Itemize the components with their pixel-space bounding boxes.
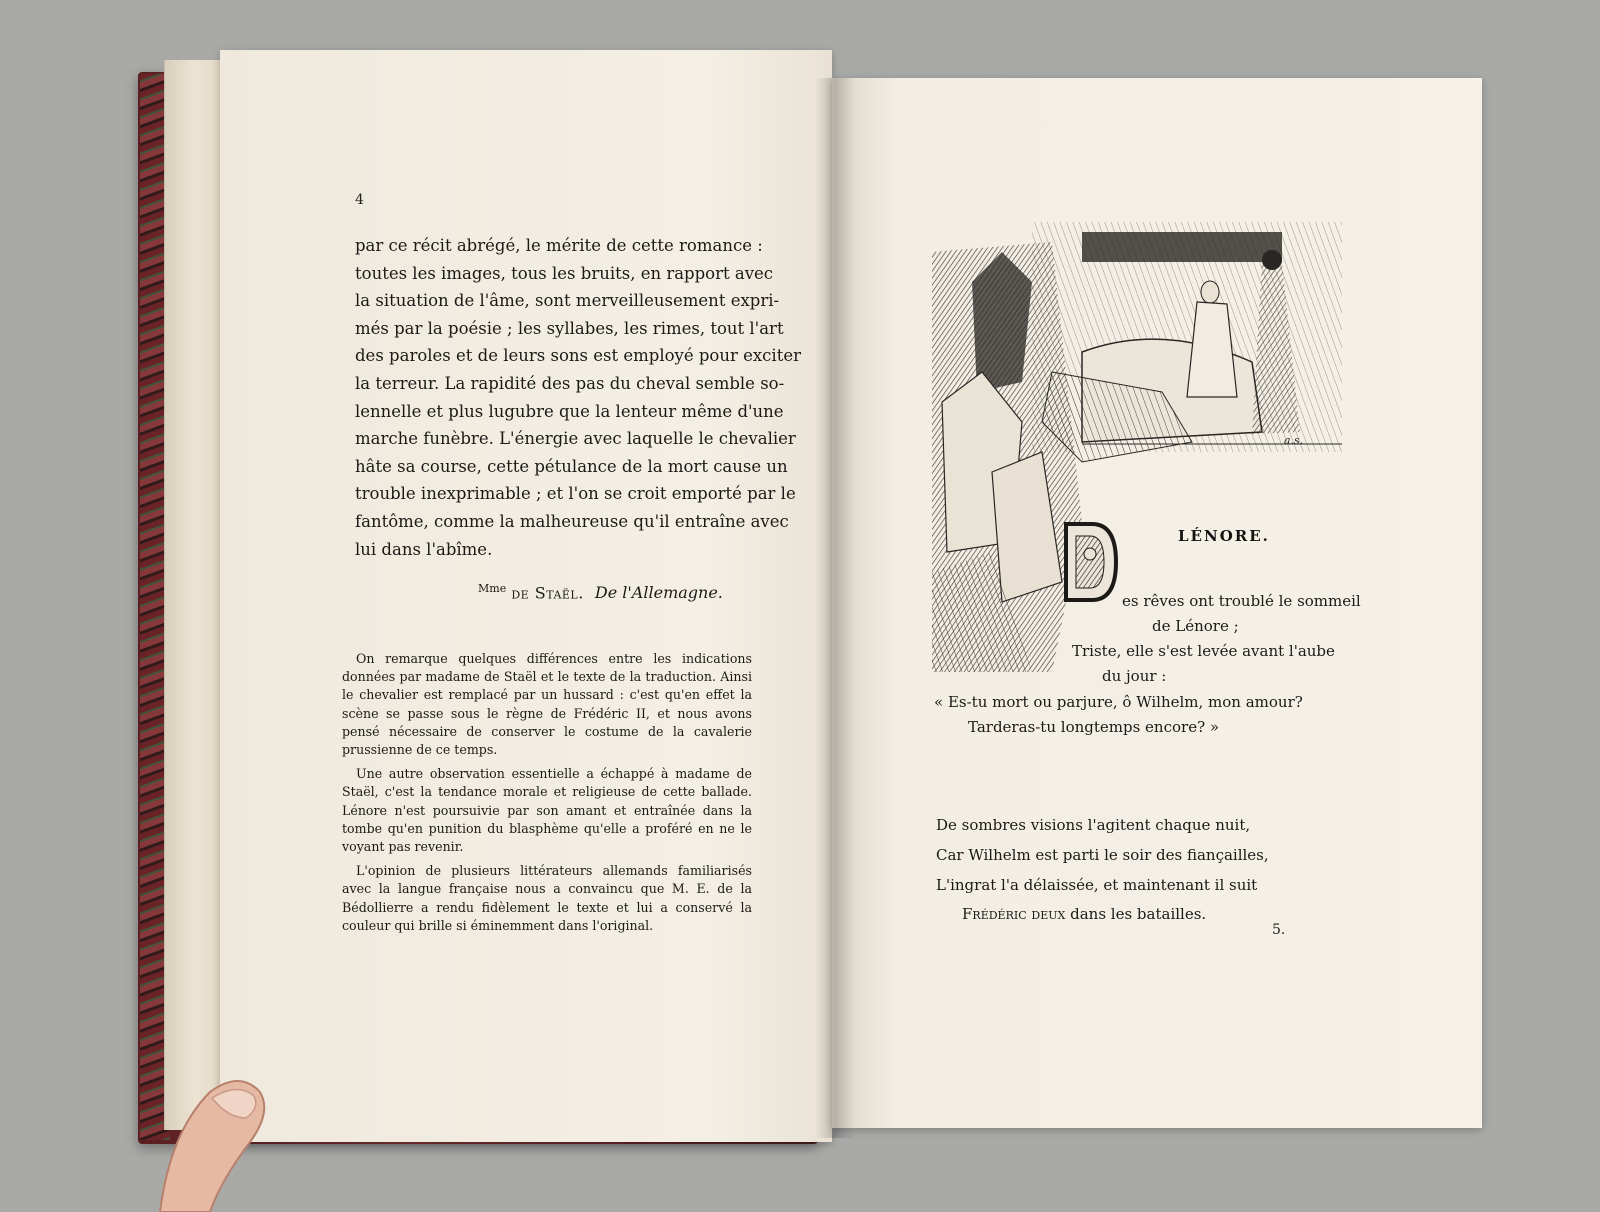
footnote-paragraph: Une autre observation essentielle a échappé à madame de Staël, c'est la tendance morale et religieuse de cette ballade. Lénore n'est poursuivie par son amant et entraînée dans la tombe qu'en punition du blasphème qu'elle a proféré en ne le voyant pas revenir. [342,766,752,855]
essay-line: més par la poésie ; les syllabes, les rimes, tout l'art [355,318,784,338]
page-stack-edge [164,60,225,1130]
poem-line: « Es-tu mort ou parjure, ô Wilhelm, mon amour? [934,693,1303,711]
essay-line: des paroles et de leurs sons est employé pour exciter [355,346,801,366]
poem-line: Triste, elle s'est levée avant l'aube [1072,642,1335,660]
poem-line: Tarderas-tu longtemps encore? » [968,718,1220,736]
essay-line: fantôme, comme la malheureuse qu'il entraîne avec [355,511,789,531]
essay-line: hâte sa course, cette pétulance de la mort cause un [355,456,788,476]
essay-line: la situation de l'âme, sont merveilleusement expri- [355,291,780,311]
gutter-shadow [815,78,855,1138]
poem-line-rest: dans les batailles. [1065,905,1207,923]
poem-line [962,905,1206,923]
footnote-paragraph: On remarque quelques différences entre les indications données par madame de Staël et le texte de la traduction. Ainsi le chevalier est remplacé par un hussard : c'est qu'en effet la scène se passe sous le règne de Frédéric II, et nous avons pensé nécessaire de conserver le costume de la cavalerie prussienne de ce temps. [342,651,752,758]
illustration-monogram: a.s. [1284,434,1304,447]
poem-line: De sombres visions l'agitent chaque nuit, [936,816,1251,834]
essay-line: trouble inexprimable ; et l'on se croit emporté par le [355,484,796,504]
poem-line: Car Wilhelm est parti le soir des fiançailles, [936,846,1269,864]
footnotes [342,650,752,941]
left-page-number: 4 [355,192,364,208]
poem-line: du jour : [1102,667,1167,685]
essay-line: lennelle et plus lugubre que la lenteur même d'une [355,401,784,421]
essay-line: lui dans l'abîme. [355,539,493,559]
poem-line: de Lénore ; [1152,617,1239,635]
poem-line: es rêves ont troublé le sommeil [1122,592,1361,610]
poem-name-frederic: Frédéric deux [962,905,1066,923]
essay-line: par ce récit abrégé, le mérite de cette romance : [355,236,763,255]
drop-cap-ornament [1062,520,1120,604]
essay-text [355,232,801,563]
author-name: de Staël. [511,583,584,603]
footnote-paragraph: L'opinion de plusieurs littérateurs allemands familiarisés avec la langue française nous a convaincu que M. E. de la Bédollierre a rendu fidèlement le texte et lui a conservé la couleur qui brille si éminemment dans l'original. [342,863,752,933]
essay-line: toutes les images, tous les bruits, en rapport avec [355,263,774,283]
right-page-number: 5. [1272,922,1286,938]
essay-line: la terreur. La rapidité des pas du cheval semble so- [355,373,785,393]
author-prefix: Mme [478,582,507,595]
essay-line: marche funèbre. L'énergie avec laquelle le chevalier [355,429,796,449]
signature [478,582,723,602]
work-title: De l'Allemagne. [594,583,723,603]
poem-title: LÉNORE. [1178,527,1270,545]
thumb-holding-page [150,1072,270,1212]
poem-line: L'ingrat l'a délaissée, et maintenant il suit [936,876,1258,894]
